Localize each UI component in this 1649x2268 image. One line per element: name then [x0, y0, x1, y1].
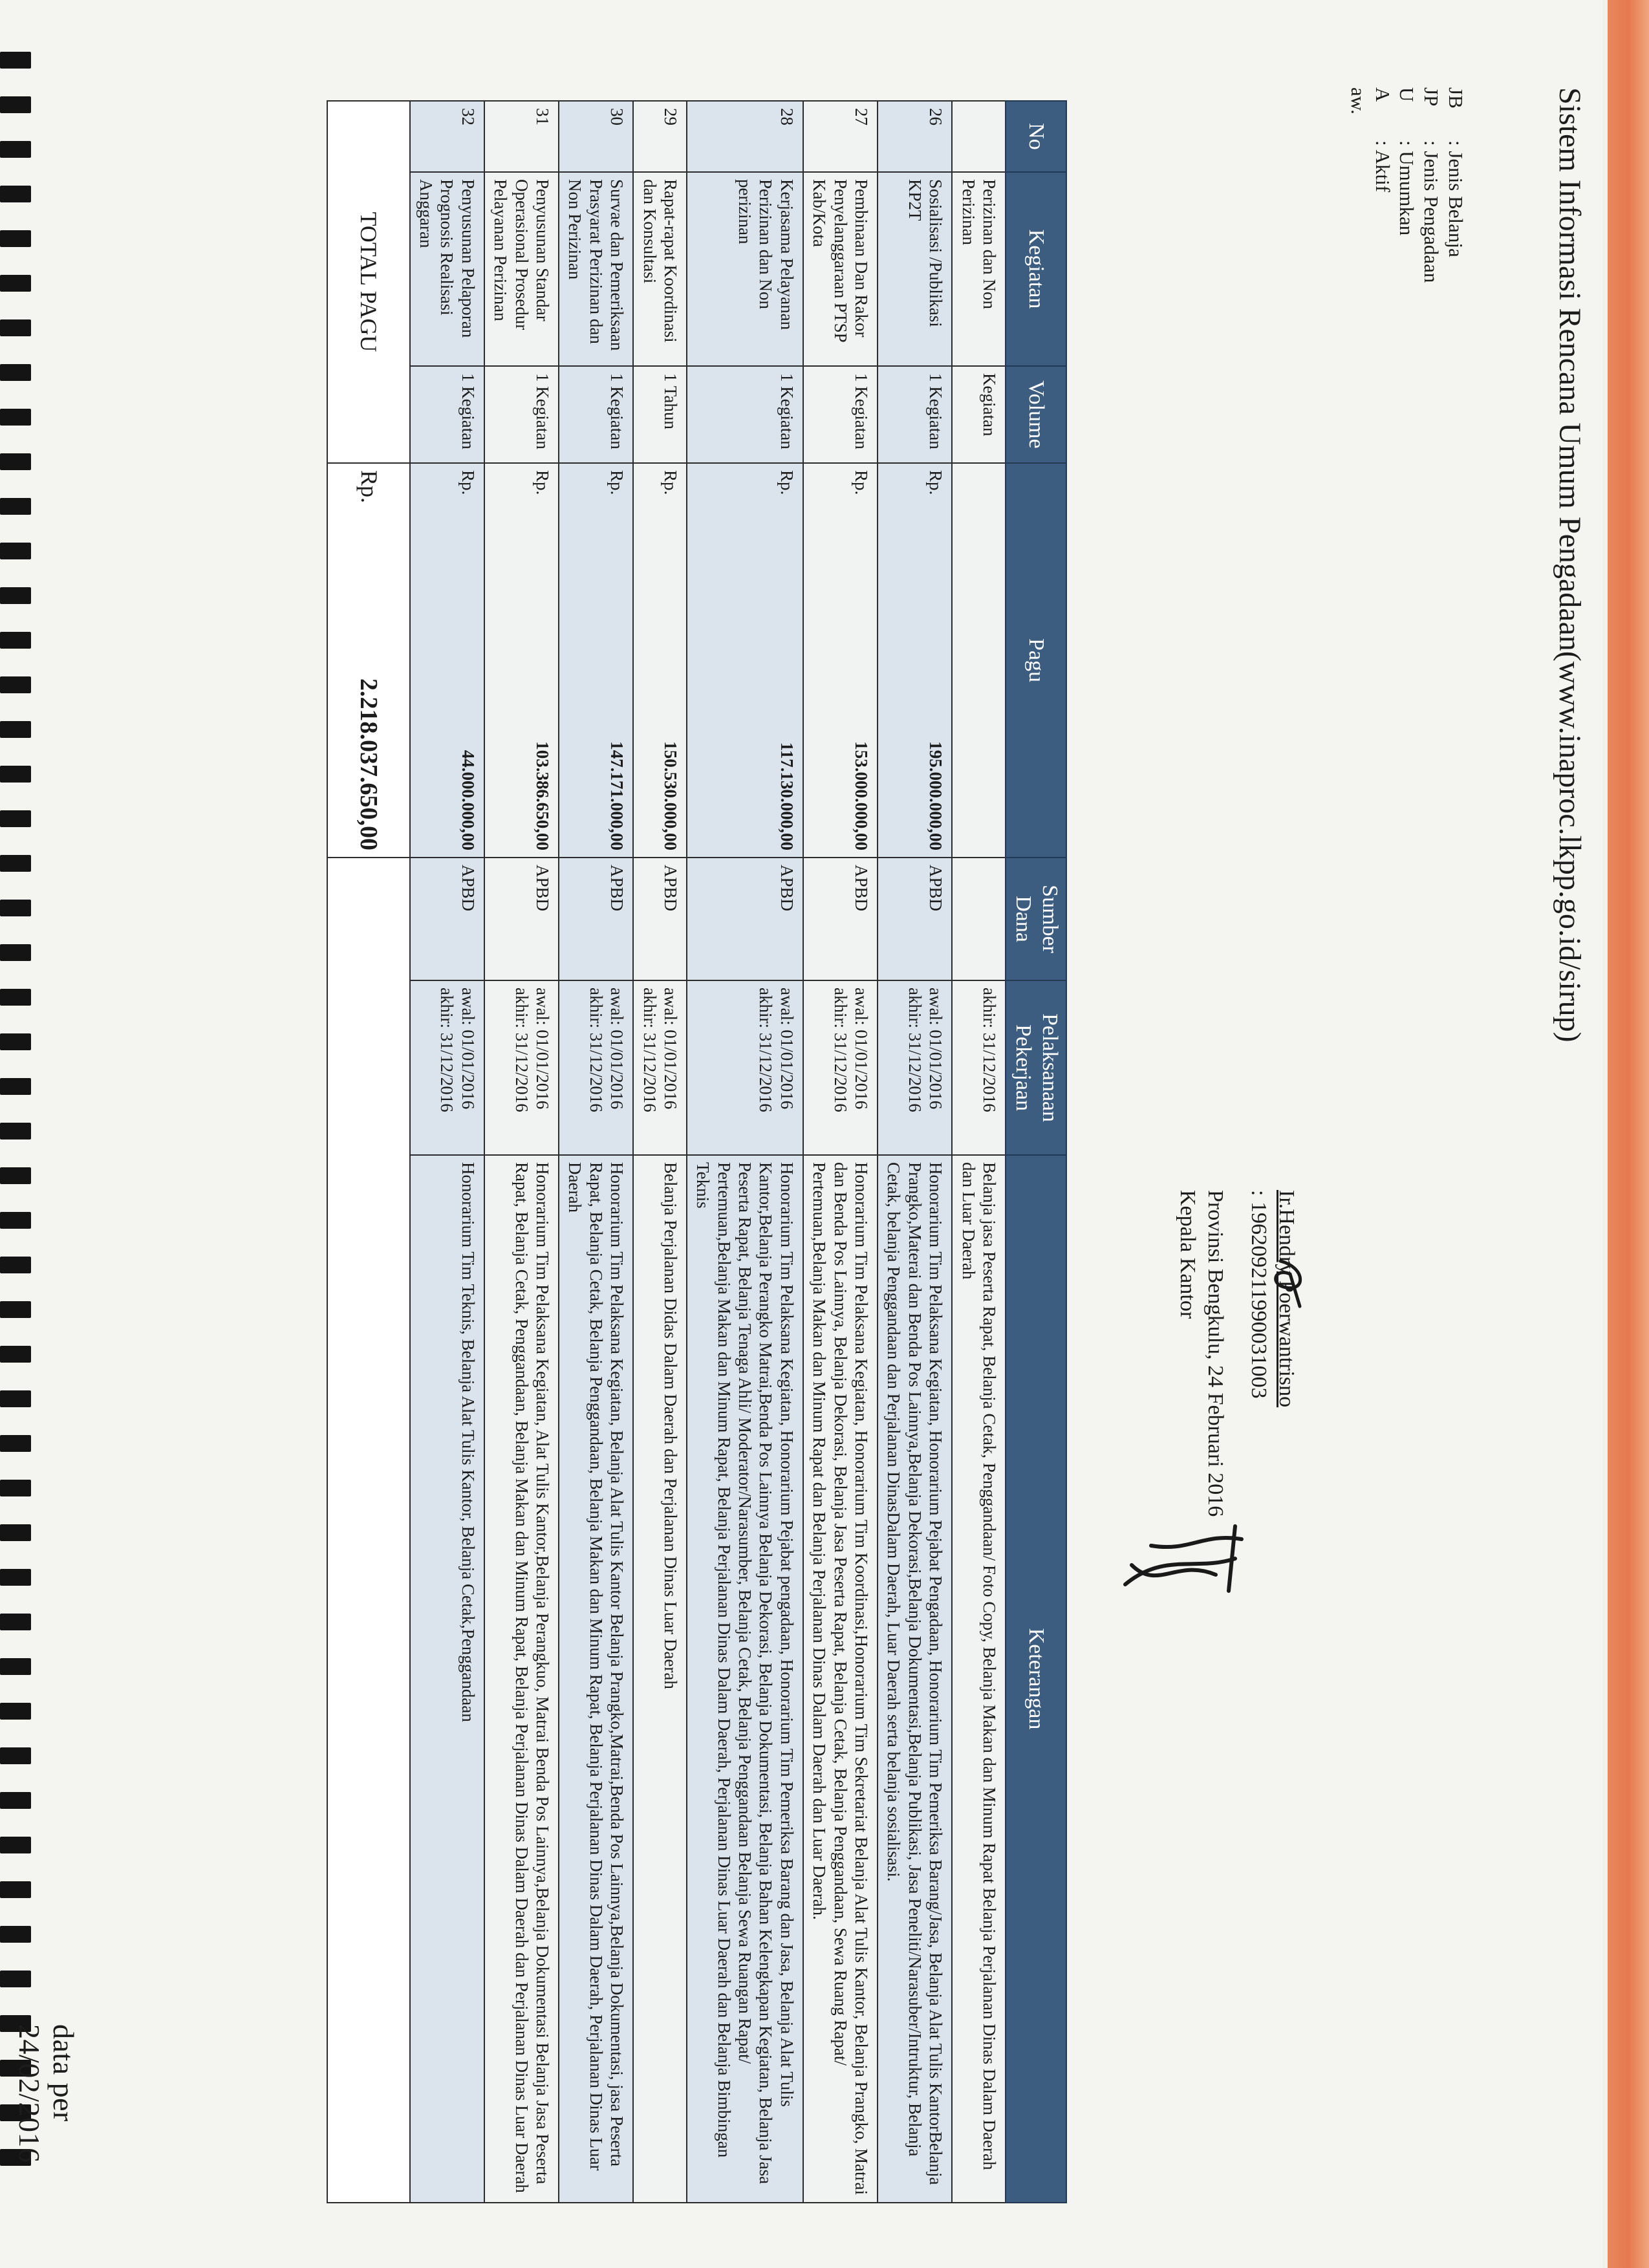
cell-kegiatan: Penyusunan Standar Operasional Prosedur Pelayanan Perizinan: [484, 172, 559, 366]
cell-sumber-dana: APBD: [633, 858, 687, 980]
pagu-amount: 195.000.000,00: [926, 741, 946, 850]
pagu-currency: Rp.: [607, 470, 627, 495]
col-header-no: No: [1006, 101, 1066, 172]
cell-keterangan: Belanja Perjalanan Didas Dalam Daerah dan Perjalanan Dinas Luar Daerah: [633, 1155, 687, 2203]
legend-list: [1346, 87, 1468, 283]
pagu-amount: 153.000.000,00: [852, 741, 872, 850]
table-header-row: [1006, 101, 1066, 2203]
cell-kegiatan: Sosialisasi /Publikasi KP2T: [878, 172, 952, 366]
cell-pelaksanaan: awal: 01/01/2016 akhir: 31/12/2016: [484, 980, 559, 1155]
legend-desc: : Aktif: [1371, 140, 1394, 193]
cell-pagu: [952, 463, 1006, 858]
data-date: data per 24/02/2016: [13, 2024, 80, 2163]
total-row: [327, 101, 410, 2203]
cell-volume: 1 Tahun: [633, 366, 687, 463]
cell-volume: 1 Kegiatan: [410, 366, 484, 463]
cell-kegiatan: Kerjasama Pelayanan Perizinan dan Non perizinan: [687, 172, 803, 366]
cell-keterangan: Honorarium Tim Teknis, Belanja Alat Tulis Kantor, Belanja Cetak,Penggandaan: [410, 1155, 484, 2203]
cell-sumber-dana: APBD: [878, 858, 952, 980]
legend-desc: : Jenis Belanja: [1445, 140, 1467, 257]
cell-sumber-dana: [952, 858, 1006, 980]
legend-item: [1443, 87, 1468, 283]
pagu-amount: 147.171.000,00: [607, 741, 627, 850]
cell-no: 30: [559, 101, 633, 172]
col-header-sumber-dana: Sumber Dana: [1006, 858, 1066, 980]
total-pagu-cell: [327, 463, 410, 858]
cell-sumber-dana: APBD: [803, 858, 878, 980]
handwritten-signature: [1112, 1513, 1255, 1604]
cell-sumber-dana: APBD: [687, 858, 803, 980]
pagu-currency: Rp.: [777, 470, 797, 495]
cell-no: 31: [484, 101, 559, 172]
footer-system-name: Sistem Informasi Rencana Umum Pengadaan(www.inaproc.lkpp.go.id/sirup): [1553, 87, 1587, 1042]
rup-table: [327, 100, 1067, 2203]
table-body: [410, 101, 1006, 2203]
col-header-volume: Volume: [1006, 366, 1066, 463]
table-row: [952, 101, 1006, 2203]
cell-no: 28: [687, 101, 803, 172]
legend-item: [1395, 87, 1419, 283]
legend-item: [1370, 87, 1395, 283]
cell-pagu: [484, 463, 559, 858]
table-row: [878, 101, 952, 2203]
cell-sumber-dana: APBD: [410, 858, 484, 980]
cell-sumber-dana: APBD: [559, 858, 633, 980]
pagu-amount: 117.130.000,00: [777, 742, 797, 850]
cell-no: 32: [410, 101, 484, 172]
cell-pagu: [559, 463, 633, 858]
cell-keterangan: Honorarium Tim Pelaksana Kegiatan, Honorarium Pejabat Pengadaan, Honorarium Tim Pemeriksa Barang/Jasa, Belanja Alat Tulis KantorBelanja Prangko,Materai dan Benda Pos Lainnya,Belanja Dekorasi,Belanja Dokumentasi,Belanja Publikasi, Jasa Peneliti/Narasuber/Intruktur, Belanja Cetak, belanja Penggandaan dan Perjalanan DinasDalam Daerah, Luar Daerah serta belanja sosialisasi.: [878, 1155, 952, 2203]
signatory-name: Ir.Hendry Poerwantrisno: [1275, 1190, 1299, 1408]
cell-pelaksanaan: akhir: 31/12/2016: [952, 980, 1006, 1155]
cell-pagu: [687, 463, 803, 858]
signatory-nip: : 196209211990031003: [1247, 1190, 1271, 1399]
table-row: [803, 101, 878, 2203]
total-currency: Rp.: [356, 470, 383, 504]
total-label: TOTAL PAGU: [327, 101, 410, 463]
col-header-pelaksanaan: Pelaksanaan Pekerjaan: [1006, 980, 1066, 1155]
legend-desc: : Umumkan: [1396, 140, 1419, 236]
cell-pelaksanaan: awal: 01/01/2016 akhir: 31/12/2016: [633, 980, 687, 1155]
cell-pelaksanaan: awal: 01/01/2016 akhir: 31/12/2016: [687, 980, 803, 1155]
cell-keterangan: Honorarium Tim Pelaksana Kegiatan, Honorarium Pejabat pengadaan, Honorarium Tim Pemeriksa Barang dan Jasa, Belanja Alat Tulis Kantor,Belanja Perangko Matrai,Benda Pos Lainnya Belanja Dekorasi, Belanja Dokumentasi, Belanja Bahan Kelengkapan Kegiatan, Belanja Jasa Peserta Rapat, Belanja Tenaga Ahli/ Moderator/Narasumber, Belanja Cetak, Belanja Penggandaan Belanja Sewa Ruangan Rapat/ Pertemuan,Belanja Makan dan Minum Rapat, Belanja Perjalanan Dinas Dalam Daerah, Perjalanan Dinas Luar Daerah dan Belanja Bimbingan Teknis: [687, 1155, 803, 2203]
cell-kegiatan: Survae dan Pemeriksaan Prasyarat Perizinan dan Non Perizinan: [559, 172, 633, 366]
cell-volume: 1 Kegiatan: [484, 366, 559, 463]
cell-kegiatan: Rapat-rapat Koordinasi dan Konsultasi: [633, 172, 687, 366]
cell-kegiatan: Penyusunan Pelaporan Prognosis Realisasi Anggaran: [410, 172, 484, 366]
cell-sumber-dana: APBD: [484, 858, 559, 980]
cell-no: 29: [633, 101, 687, 172]
cell-pagu: [803, 463, 878, 858]
cell-pelaksanaan: awal: 01/01/2016 akhir: 31/12/2016: [878, 980, 952, 1155]
cell-keterangan: Honorarium Tim Pelaksana Kegiatan, Honorarium Tim Koordinasi,Honorarium Tim Sekretariat Belanja Alat Tulis Kantor, Belanja Prangko, Matrai dan Benda Pos Lainnya, Belanja Dekorasi, Belanja Jasa Peserta Rapat, Belanja Cetak, Belanja Penggandaan, Sewa Ruang Rapat/ Pertemuan,Belanja Makan dan Minum Rapat dan Belanja Perjalanan Dinas Dalam Daerah dan Luar Daerah.: [803, 1155, 878, 2203]
legend-code: JP: [1420, 87, 1443, 107]
col-header-keterangan: Keterangan: [1006, 1155, 1066, 2203]
col-header-pagu: Pagu: [1006, 463, 1066, 858]
cell-pagu: [878, 463, 952, 858]
legend-code: A: [1371, 87, 1394, 102]
cell-pelaksanaan: awal: 01/01/2016 akhir: 31/12/2016: [559, 980, 633, 1155]
cell-kegiatan: Perizinan dan Non Perizinan: [952, 172, 1006, 366]
legend-code: U: [1396, 87, 1419, 102]
cell-keterangan: Honorarium Tim Pelaksana Kegiatan, Belanja Alat Tulis Kantor Belanja Prangko,Matrai,Benda Pos Lainnya,Belanja Dokumentasi, jasa Peserta Rapat, Belanja Cetak, Belanja Penggandaan, Belanja Makan dan Minum Rapat, Belanja Perjalanan Dinas Dalam Daerah, Perjalanan Dinas Luar Daerah: [559, 1155, 633, 2203]
legend-code: aw.: [1346, 87, 1370, 114]
legend-item: [1419, 87, 1443, 283]
pagu-amount: 150.530.000,00: [660, 741, 680, 850]
table-row: [410, 101, 484, 2203]
cell-kegiatan: Pembinaan Dan Rakor Penyelanggaraan PTSP Kab/Kota: [803, 172, 878, 366]
cell-volume: 1 Kegiatan: [803, 366, 878, 463]
sign-position: Kepala Kantor: [1176, 1190, 1200, 1319]
cell-pelaksanaan: awal: 01/01/2016 akhir: 31/12/2016: [803, 980, 878, 1155]
cell-volume: 1 Kegiatan: [687, 366, 803, 463]
table-row: [633, 101, 687, 2203]
legend-desc: : Jenis Pengadaan: [1420, 140, 1443, 283]
pagu-currency: Rp.: [852, 470, 872, 495]
cell-no: 27: [803, 101, 878, 172]
legend-item: [1346, 87, 1370, 283]
cell-pagu: [633, 463, 687, 858]
cell-volume: 1 Kegiatan: [559, 366, 633, 463]
cell-no: [952, 101, 1006, 172]
table-row: [559, 101, 633, 2203]
col-header-kegiatan: Kegiatan: [1006, 172, 1066, 366]
cell-pagu: [410, 463, 484, 858]
table-row: [484, 101, 559, 2203]
cell-pelaksanaan: awal: 01/01/2016 akhir: 31/12/2016: [410, 980, 484, 1155]
cell-volume: Kegiatan: [952, 366, 1006, 463]
cell-no: 26: [878, 101, 952, 172]
cell-keterangan: Honorarium Tim Pelaksana Kegiatan, Alat Tulis Kantor,Belanja Perangkuo, Matrai Benda Pos Lainnya,Belanja Dokumentasi Belanja Jasa Peserta Rapat, Belanja Cetak, Penggandaan, Belanja Makan dan Minum Rapat, Belanja Perjalanan Dinas Dalam Daerah dan Perjalanan Dinas Luar Daerah: [484, 1155, 559, 2203]
total-empty-cell: [327, 858, 410, 2203]
legend: [1346, 87, 1468, 283]
cell-keterangan: Belanja jasa Peserta Rapat, Belanja Cetak, Penggandaan/ Foto Copy, Belanja Makan dan Minum Rapat Belanja Perjalanan Dinas Dalam Daerah dan Luar Daerah: [952, 1155, 1006, 2203]
signature-block: [1174, 1190, 1229, 1517]
pagu-currency: Rp.: [926, 470, 946, 495]
total-amount: 2.218.037.650,00: [355, 678, 383, 850]
legend-code: JB: [1445, 87, 1467, 109]
pagu-amount: 44.000.000,00: [458, 750, 478, 850]
pagu-currency: Rp.: [660, 470, 680, 495]
cell-volume: 1 Kegiatan: [878, 366, 952, 463]
pagu-currency: Rp.: [532, 470, 552, 495]
pagu-currency: Rp.: [458, 470, 478, 495]
sign-place-date: Provinsi Bengkulu, 24 Februari 2016: [1203, 1190, 1227, 1517]
handwritten-initial-mark: [1267, 1255, 1313, 1313]
table-row: [687, 101, 803, 2203]
pagu-amount: 103.386.650,00: [532, 741, 552, 850]
